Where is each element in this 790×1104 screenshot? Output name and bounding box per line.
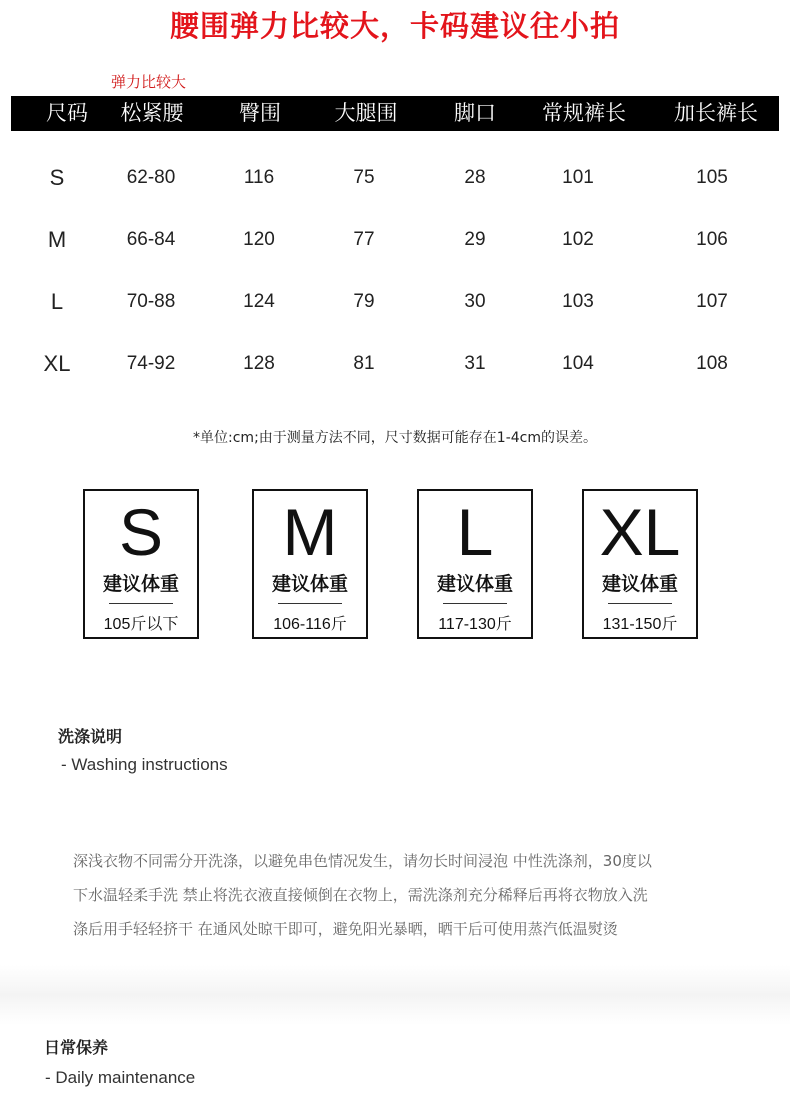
washing-instructions-text [73, 844, 733, 946]
card-size-letter: S [118, 495, 164, 569]
card-weight-label: 建议体重 [271, 573, 348, 595]
hem-cell: 31 [464, 353, 486, 374]
washing-line: 下水温轻柔手洗 禁止将洗衣液直接倾倒在衣物上，需洗涤剂充分稀释后再将衣物放入洗 [73, 886, 648, 904]
weight-card-xl [582, 489, 698, 639]
weight-card-l [417, 489, 533, 639]
waist-cell: 66-84 [126, 229, 176, 250]
hip-cell: 116 [243, 167, 275, 188]
table-row [0, 349, 790, 379]
washing-subtitle: - Washing instructions [61, 755, 228, 774]
waist-cell: 70-88 [126, 291, 176, 312]
table-row [0, 163, 790, 193]
regular-length-cell: 101 [562, 167, 594, 188]
long-length-cell: 105 [696, 167, 728, 188]
header-hem: 脚口 [454, 101, 496, 125]
table-row [0, 287, 790, 317]
regular-length-cell: 102 [562, 229, 594, 250]
card-weight-label: 建议体重 [436, 573, 513, 595]
elastic-note: 弹力比较大 [111, 73, 187, 91]
table-row [0, 225, 790, 255]
card-divider [109, 603, 173, 604]
long-length-cell: 107 [696, 291, 728, 312]
header-hip: 臀围 [239, 101, 281, 125]
measurement-footnote: *单位:cm;由于测量方法不同，尺寸数据可能存在1-4cm的误差。 [193, 430, 597, 446]
background-texture [0, 965, 790, 1025]
header-long-length: 加长裤长 [674, 101, 758, 125]
long-length-cell: 108 [696, 353, 728, 374]
card-weight-label: 建议体重 [102, 573, 179, 595]
regular-length-cell: 103 [562, 291, 594, 312]
card-size-letter: XL [599, 495, 681, 569]
size-cell: XL [43, 351, 71, 376]
weight-card-m [252, 489, 368, 639]
daily-maintenance-subtitle: - Daily maintenance [45, 1068, 196, 1087]
hem-cell: 30 [464, 291, 486, 312]
weight-card-s [83, 489, 199, 639]
card-weight-range: 105斤以下 [103, 616, 179, 633]
card-weight-label: 建议体重 [601, 573, 678, 595]
regular-length-cell: 104 [562, 353, 594, 374]
card-divider [443, 603, 507, 604]
card-divider [278, 603, 342, 604]
thigh-cell: 79 [353, 291, 375, 312]
size-cell: M [47, 227, 67, 252]
card-size-letter: M [282, 495, 338, 569]
waist-cell: 62-80 [126, 167, 176, 188]
card-weight-range: 117-130斤 [438, 616, 512, 633]
header-size: 尺码 [46, 101, 88, 125]
card-divider [608, 603, 672, 604]
hip-cell: 120 [243, 229, 275, 250]
size-cell: S [49, 165, 65, 190]
hem-cell: 29 [464, 229, 486, 250]
hip-cell: 124 [243, 291, 275, 312]
hip-cell: 128 [243, 353, 275, 374]
thigh-cell: 77 [353, 229, 375, 250]
washing-line: 涤后用手轻轻挤干 在通风处晾干即可，避免阳光暴晒，晒干后可使用蒸汽低温熨烫 [73, 920, 618, 938]
card-size-letter: L [456, 495, 494, 569]
card-weight-range: 131-150斤 [602, 616, 678, 633]
waist-cell: 74-92 [126, 353, 176, 374]
washing-line: 深浅衣物不同需分开洗涤，以避免串色情况发生，请勿长时间浸泡 中性洗涤剂，30度以 [73, 852, 652, 870]
size-cell: L [50, 289, 64, 314]
size-table-header [11, 96, 779, 131]
thigh-cell: 75 [353, 167, 375, 188]
card-weight-range: 106-116斤 [273, 616, 347, 633]
headline: 腰围弹力比较大，卡码建议往小拍 [169, 9, 620, 43]
header-regular-length: 常规裤长 [542, 101, 626, 125]
long-length-cell: 106 [696, 229, 728, 250]
washing-title: 洗涤说明 [58, 727, 123, 746]
header-waist: 松紧腰 [120, 101, 184, 125]
daily-maintenance-title: 日常保养 [44, 1038, 109, 1057]
thigh-cell: 81 [353, 353, 375, 374]
hem-cell: 28 [464, 167, 486, 188]
header-thigh: 大腿围 [334, 101, 398, 125]
